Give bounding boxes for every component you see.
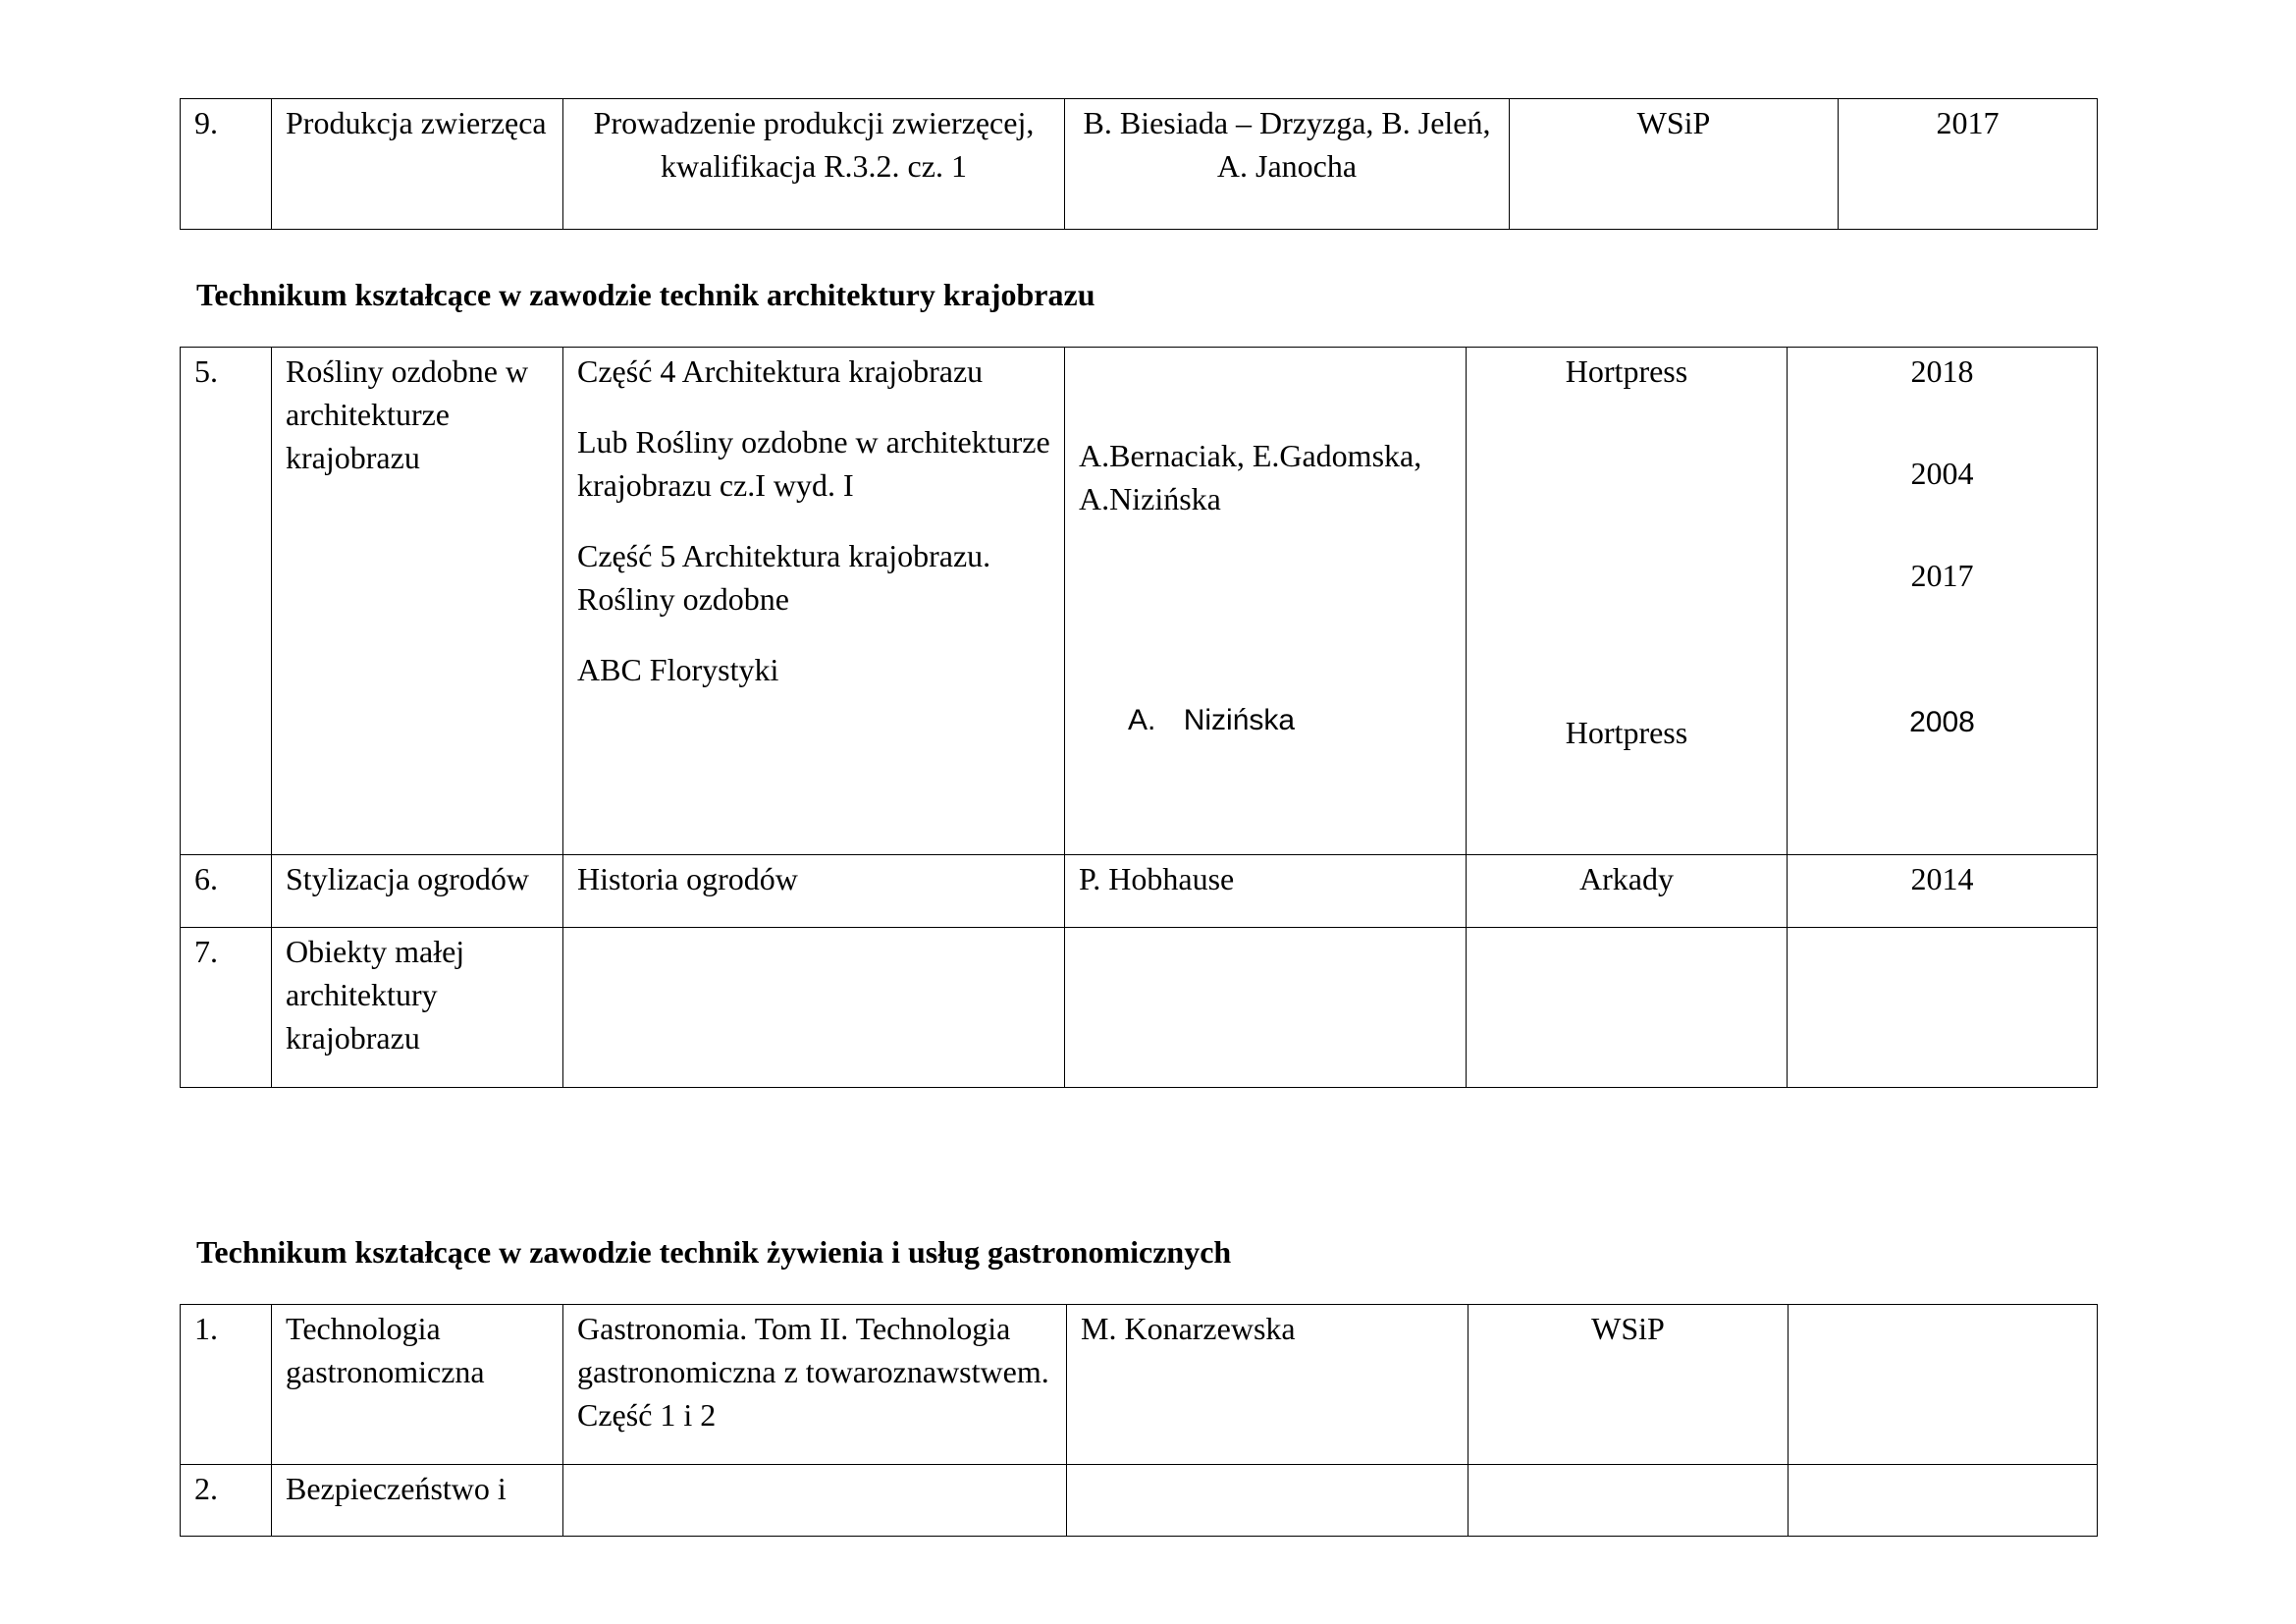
table-row	[181, 99, 2098, 230]
title-cell: Historia ogrodów	[563, 855, 1065, 928]
author-name: Nizińska	[1183, 704, 1296, 736]
subject-cell: Bezpieczeństwo i	[272, 1465, 563, 1537]
table-row	[181, 928, 2098, 1088]
year-cell	[1789, 1465, 2098, 1537]
year-cell	[1788, 348, 2098, 855]
subject-cell: Stylizacja ogrodów	[272, 855, 563, 928]
table-row	[181, 855, 2098, 928]
title-cell: Gastronomia. Tom II. Technologia gastronomiczna z towaroznawstwem. Część 1 i 2	[563, 1305, 1067, 1465]
publisher-cell: WSiP	[1468, 1305, 1789, 1465]
authors-line	[1128, 699, 1452, 742]
subject-cell: Technologia gastronomiczna	[272, 1305, 563, 1465]
year-line: 2004	[1910, 456, 1974, 491]
subject-cell: Produkcja zwierzęca	[272, 99, 563, 230]
year-cell: 2014	[1788, 855, 2098, 928]
subject-cell: Rośliny ozdobne w architekturze krajobrazu	[272, 348, 563, 855]
section-heading-landscape: Technikum kształcące w zawodzie technik architektury krajobrazu	[196, 277, 1095, 312]
publisher-cell: Arkady	[1467, 855, 1788, 928]
year-cell: 2017	[1839, 99, 2098, 230]
title-cell	[563, 1465, 1067, 1537]
table-animal-production	[180, 98, 2098, 230]
title-cell	[563, 928, 1065, 1088]
year-cell	[1789, 1305, 2098, 1465]
publisher-line: Hortpress	[1565, 715, 1688, 750]
year-line: 2017	[1910, 558, 1974, 593]
authors-line: A.Bernaciak, E.Gadomska, A.Nizińska	[1079, 438, 1422, 516]
authors-cell: B. Biesiada – Drzyzga, B. Jeleń, A. Janocha	[1065, 99, 1510, 230]
table-row	[181, 348, 2098, 855]
row-number: 9.	[181, 99, 272, 230]
row-number: 2.	[181, 1465, 272, 1537]
publisher-cell	[1467, 348, 1788, 855]
publisher-cell	[1468, 1465, 1789, 1537]
table-gastronomy	[180, 1304, 2098, 1537]
title-cell	[563, 348, 1065, 855]
section-heading-gastronomy: Technikum kształcące w zawodzie technik żywienia i usług gastronomicznych	[196, 1234, 1232, 1270]
title-line: Część 4 Architektura krajobrazu	[577, 353, 984, 389]
authors-cell: P. Hobhause	[1065, 855, 1467, 928]
publisher-cell	[1467, 928, 1788, 1088]
year-line: 2018	[1910, 353, 1974, 389]
publisher-line: Hortpress	[1565, 353, 1688, 389]
row-number: 5.	[181, 348, 272, 855]
title-cell: Prowadzenie produkcji zwierzęcej, kwalifikacja R.3.2. cz. 1	[563, 99, 1065, 230]
row-number: 6.	[181, 855, 272, 928]
row-number: 1.	[181, 1305, 272, 1465]
authors-cell	[1067, 1465, 1468, 1537]
authors-cell	[1065, 928, 1467, 1088]
list-marker: A.	[1128, 704, 1156, 736]
authors-cell: M. Konarzewska	[1067, 1305, 1468, 1465]
table-row	[181, 1305, 2098, 1465]
title-line: Część 5 Architektura krajobrazu. Rośliny ozdobne	[577, 538, 991, 617]
year-line: 2008	[1909, 706, 1975, 738]
authors-cell	[1065, 348, 1467, 855]
table-row	[181, 1465, 2098, 1537]
row-number: 7.	[181, 928, 272, 1088]
table-landscape-architecture	[180, 347, 2098, 1088]
subject-cell: Obiekty małej architektury krajobrazu	[272, 928, 563, 1088]
title-line: ABC Florystyki	[577, 652, 779, 687]
publisher-cell: WSiP	[1510, 99, 1839, 230]
title-line: Lub Rośliny ozdobne w architekturze krajobrazu cz.I wyd. I	[577, 424, 1050, 503]
year-cell	[1788, 928, 2098, 1088]
